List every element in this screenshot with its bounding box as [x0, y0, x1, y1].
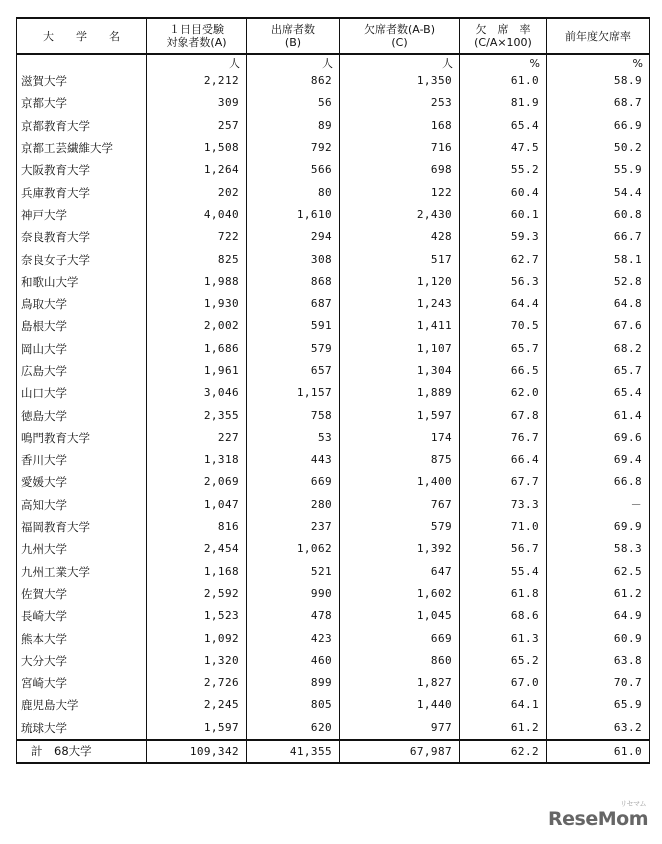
cell-prev-year-rate: 62.5: [547, 561, 650, 583]
cell-absentee-count: 253: [340, 92, 460, 114]
table-row: [17, 315, 650, 337]
cell-eligible-count: 722: [147, 226, 247, 248]
cell-eligible-count: 202: [147, 181, 247, 203]
table-row: [17, 181, 650, 203]
cell-attendee-count: 443: [247, 449, 340, 471]
cell-absence-rate: 71.0: [460, 516, 547, 538]
unit-cell: %: [460, 54, 547, 70]
table-row: [17, 717, 650, 740]
table-row: [17, 204, 650, 226]
total-eligible: 109,342: [147, 740, 247, 763]
header-eligible-line1: １日目受験: [169, 23, 224, 36]
cell-attendee-count: 620: [247, 717, 340, 740]
cell-university-name: 長崎大学: [17, 605, 147, 627]
cell-attendee-count: 805: [247, 694, 340, 716]
cell-eligible-count: 1,597: [147, 717, 247, 740]
cell-attendee-count: 1,062: [247, 538, 340, 560]
cell-absentee-count: 1,392: [340, 538, 460, 560]
cell-prev-year-rate: 63.2: [547, 717, 650, 740]
cell-attendee-count: 990: [247, 583, 340, 605]
cell-prev-year-rate: 65.9: [547, 694, 650, 716]
cell-absentee-count: 168: [340, 115, 460, 137]
cell-university-name: 岡山大学: [17, 338, 147, 360]
total-label: 計 68大学: [17, 740, 147, 763]
cell-prev-year-rate: 52.8: [547, 271, 650, 293]
cell-absence-rate: 64.4: [460, 293, 547, 315]
cell-university-name: 鳴門教育大学: [17, 427, 147, 449]
cell-absence-rate: 81.9: [460, 92, 547, 114]
unit-cell: 人: [340, 54, 460, 70]
cell-university-name: 香川大学: [17, 449, 147, 471]
cell-absentee-count: 1,350: [340, 70, 460, 92]
cell-prev-year-rate: －: [547, 494, 650, 516]
cell-eligible-count: 1,988: [147, 271, 247, 293]
cell-absence-rate: 67.8: [460, 404, 547, 426]
cell-eligible-count: 4,040: [147, 204, 247, 226]
cell-absentee-count: 1,827: [340, 672, 460, 694]
total-prev-year-rate: 61.0: [547, 740, 650, 763]
cell-university-name: 広島大学: [17, 360, 147, 382]
header-row: [17, 18, 650, 54]
table-row: [17, 561, 650, 583]
cell-absence-rate: 70.5: [460, 315, 547, 337]
cell-attendee-count: 294: [247, 226, 340, 248]
cell-prev-year-rate: 63.8: [547, 650, 650, 672]
cell-attendee-count: 237: [247, 516, 340, 538]
cell-absentee-count: 1,304: [340, 360, 460, 382]
cell-absentee-count: 174: [340, 427, 460, 449]
total-absentees: 67,987: [340, 740, 460, 763]
cell-eligible-count: 1,318: [147, 449, 247, 471]
table-row: [17, 494, 650, 516]
unit-cell: %: [547, 54, 650, 70]
watermark-text: ReseMom: [548, 808, 648, 830]
cell-absentee-count: 579: [340, 516, 460, 538]
cell-prev-year-rate: 67.6: [547, 315, 650, 337]
cell-prev-year-rate: 69.6: [547, 427, 650, 449]
header-eligible-line2: 対象者数(A): [166, 36, 227, 49]
cell-attendee-count: 579: [247, 338, 340, 360]
cell-absentee-count: 1,107: [340, 338, 460, 360]
cell-university-name: 福岡教育大学: [17, 516, 147, 538]
header-attendee-line1: 出席者数: [271, 23, 315, 36]
cell-absentee-count: 647: [340, 561, 460, 583]
header-absentee-line2: (C): [391, 36, 408, 49]
cell-absentee-count: 2,430: [340, 204, 460, 226]
cell-eligible-count: 2,726: [147, 672, 247, 694]
cell-attendee-count: 521: [247, 561, 340, 583]
cell-absence-rate: 61.3: [460, 627, 547, 649]
cell-eligible-count: 3,046: [147, 382, 247, 404]
cell-absentee-count: 860: [340, 650, 460, 672]
table-row: [17, 382, 650, 404]
cell-attendee-count: 80: [247, 181, 340, 203]
cell-absence-rate: 60.1: [460, 204, 547, 226]
cell-absentee-count: 767: [340, 494, 460, 516]
cell-eligible-count: 2,592: [147, 583, 247, 605]
cell-absentee-count: 1,400: [340, 471, 460, 493]
cell-university-name: 京都教育大学: [17, 115, 147, 137]
cell-attendee-count: 280: [247, 494, 340, 516]
table-row: [17, 538, 650, 560]
table-row: [17, 627, 650, 649]
table-row: [17, 248, 650, 270]
header-rate-line1: 欠 席 率: [475, 23, 531, 36]
cell-university-name: 京都大学: [17, 92, 147, 114]
cell-attendee-count: 591: [247, 315, 340, 337]
table-row: [17, 427, 650, 449]
header-attendee-line2: (B): [284, 36, 302, 49]
cell-university-name: 大阪教育大学: [17, 159, 147, 181]
cell-absentee-count: 875: [340, 449, 460, 471]
cell-prev-year-rate: 65.7: [547, 360, 650, 382]
cell-attendee-count: 669: [247, 471, 340, 493]
cell-prev-year-rate: 66.9: [547, 115, 650, 137]
cell-university-name: 山口大学: [17, 382, 147, 404]
cell-prev-year-rate: 61.2: [547, 583, 650, 605]
cell-eligible-count: 309: [147, 92, 247, 114]
cell-eligible-count: 2,002: [147, 315, 247, 337]
cell-absence-rate: 60.4: [460, 181, 547, 203]
cell-absentee-count: 977: [340, 717, 460, 740]
cell-attendee-count: 657: [247, 360, 340, 382]
header-absentee-count: [340, 18, 460, 54]
cell-university-name: 京都工芸繊維大学: [17, 137, 147, 159]
cell-eligible-count: 1,686: [147, 338, 247, 360]
cell-eligible-count: 2,454: [147, 538, 247, 560]
cell-eligible-count: 816: [147, 516, 247, 538]
table-row: [17, 650, 650, 672]
cell-absence-rate: 62.7: [460, 248, 547, 270]
cell-university-name: 奈良女子大学: [17, 248, 147, 270]
cell-prev-year-rate: 50.2: [547, 137, 650, 159]
table-row: [17, 338, 650, 360]
cell-university-name: 神戸大学: [17, 204, 147, 226]
cell-university-name: 愛媛大学: [17, 471, 147, 493]
cell-absence-rate: 56.7: [460, 538, 547, 560]
cell-absentee-count: 1,243: [340, 293, 460, 315]
cell-attendee-count: 862: [247, 70, 340, 92]
cell-eligible-count: 1,508: [147, 137, 247, 159]
cell-absentee-count: 1,045: [340, 605, 460, 627]
cell-absence-rate: 55.2: [460, 159, 547, 181]
cell-eligible-count: 825: [147, 248, 247, 270]
cell-absentee-count: 716: [340, 137, 460, 159]
cell-university-name: 高知大学: [17, 494, 147, 516]
cell-prev-year-rate: 58.3: [547, 538, 650, 560]
cell-eligible-count: 257: [147, 115, 247, 137]
cell-absence-rate: 68.6: [460, 605, 547, 627]
cell-prev-year-rate: 55.9: [547, 159, 650, 181]
cell-eligible-count: 1,047: [147, 494, 247, 516]
cell-eligible-count: 2,069: [147, 471, 247, 493]
cell-university-name: 和歌山大学: [17, 271, 147, 293]
table-row: [17, 70, 650, 92]
header-eligible-count: [147, 18, 247, 54]
cell-attendee-count: 899: [247, 672, 340, 694]
cell-attendee-count: 478: [247, 605, 340, 627]
table-row: [17, 159, 650, 181]
cell-prev-year-rate: 64.9: [547, 605, 650, 627]
cell-university-name: 徳島大学: [17, 404, 147, 426]
cell-prev-year-rate: 58.1: [547, 248, 650, 270]
cell-university-name: 鹿児島大学: [17, 694, 147, 716]
cell-eligible-count: 2,212: [147, 70, 247, 92]
cell-prev-year-rate: 65.4: [547, 382, 650, 404]
absence-table: [16, 17, 650, 764]
cell-prev-year-rate: 54.4: [547, 181, 650, 203]
cell-absence-rate: 61.2: [460, 717, 547, 740]
cell-eligible-count: 1,168: [147, 561, 247, 583]
cell-attendee-count: 758: [247, 404, 340, 426]
cell-absence-rate: 56.3: [460, 271, 547, 293]
header-absence-rate: [460, 18, 547, 54]
cell-absentee-count: 1,120: [340, 271, 460, 293]
table-row: [17, 516, 650, 538]
table-row: [17, 404, 650, 426]
cell-absence-rate: 76.7: [460, 427, 547, 449]
cell-prev-year-rate: 68.2: [547, 338, 650, 360]
cell-attendee-count: 566: [247, 159, 340, 181]
cell-eligible-count: 1,264: [147, 159, 247, 181]
table-row: [17, 694, 650, 716]
cell-absentee-count: 698: [340, 159, 460, 181]
unit-cell: 人: [247, 54, 340, 70]
cell-absence-rate: 66.4: [460, 449, 547, 471]
cell-attendee-count: 792: [247, 137, 340, 159]
total-row: [17, 740, 650, 763]
cell-absentee-count: 428: [340, 226, 460, 248]
cell-absence-rate: 61.0: [460, 70, 547, 92]
cell-absence-rate: 62.0: [460, 382, 547, 404]
cell-absentee-count: 1,602: [340, 583, 460, 605]
table-row: [17, 583, 650, 605]
cell-absentee-count: 1,597: [340, 404, 460, 426]
cell-eligible-count: 1,961: [147, 360, 247, 382]
header-rate-line2: (C/A×100): [474, 36, 532, 49]
table-row: [17, 293, 650, 315]
cell-prev-year-rate: 66.7: [547, 226, 650, 248]
cell-absence-rate: 65.2: [460, 650, 547, 672]
cell-prev-year-rate: 58.9: [547, 70, 650, 92]
cell-prev-year-rate: 60.8: [547, 204, 650, 226]
unit-cell: 人: [147, 54, 247, 70]
total-absence-rate: 62.2: [460, 740, 547, 763]
cell-absence-rate: 59.3: [460, 226, 547, 248]
table-row: [17, 115, 650, 137]
cell-prev-year-rate: 66.8: [547, 471, 650, 493]
cell-absentee-count: 122: [340, 181, 460, 203]
cell-university-name: 兵庫教育大学: [17, 181, 147, 203]
cell-absence-rate: 55.4: [460, 561, 547, 583]
cell-university-name: 島根大学: [17, 315, 147, 337]
cell-attendee-count: 460: [247, 650, 340, 672]
cell-prev-year-rate: 61.4: [547, 404, 650, 426]
cell-eligible-count: 2,355: [147, 404, 247, 426]
cell-eligible-count: 2,245: [147, 694, 247, 716]
watermark-small-text: リセマム: [620, 800, 646, 808]
table-row: [17, 449, 650, 471]
units-row: [17, 54, 650, 70]
total-attendees: 41,355: [247, 740, 340, 763]
cell-prev-year-rate: 69.4: [547, 449, 650, 471]
cell-university-name: 滋賀大学: [17, 70, 147, 92]
cell-absence-rate: 67.0: [460, 672, 547, 694]
table-row: [17, 271, 650, 293]
cell-prev-year-rate: 69.9: [547, 516, 650, 538]
header-absentee-line1: 欠席者数(A-B): [364, 23, 435, 36]
cell-university-name: 奈良教育大学: [17, 226, 147, 248]
resemom-watermark-logo: [548, 800, 648, 830]
cell-university-name: 宮崎大学: [17, 672, 147, 694]
cell-prev-year-rate: 70.7: [547, 672, 650, 694]
cell-university-name: 九州工業大学: [17, 561, 147, 583]
cell-eligible-count: 1,092: [147, 627, 247, 649]
cell-absence-rate: 64.1: [460, 694, 547, 716]
cell-prev-year-rate: 68.7: [547, 92, 650, 114]
cell-attendee-count: 1,610: [247, 204, 340, 226]
table-row: [17, 360, 650, 382]
cell-absence-rate: 67.7: [460, 471, 547, 493]
cell-attendee-count: 1,157: [247, 382, 340, 404]
cell-university-name: 佐賀大学: [17, 583, 147, 605]
cell-attendee-count: 308: [247, 248, 340, 270]
cell-attendee-count: 89: [247, 115, 340, 137]
cell-university-name: 琉球大学: [17, 717, 147, 740]
cell-absence-rate: 65.7: [460, 338, 547, 360]
cell-absence-rate: 47.5: [460, 137, 547, 159]
table-row: [17, 605, 650, 627]
cell-absentee-count: 517: [340, 248, 460, 270]
cell-attendee-count: 53: [247, 427, 340, 449]
table-row: [17, 226, 650, 248]
cell-absentee-count: 1,440: [340, 694, 460, 716]
header-attendee-count: [247, 18, 340, 54]
cell-absence-rate: 65.4: [460, 115, 547, 137]
cell-university-name: 九州大学: [17, 538, 147, 560]
unit-cell: [17, 54, 147, 70]
cell-absence-rate: 66.5: [460, 360, 547, 382]
cell-attendee-count: 423: [247, 627, 340, 649]
cell-university-name: 熊本大学: [17, 627, 147, 649]
header-university-name: 大 学 名: [17, 18, 147, 54]
cell-prev-year-rate: 60.9: [547, 627, 650, 649]
cell-absence-rate: 61.8: [460, 583, 547, 605]
table-row: [17, 137, 650, 159]
cell-prev-year-rate: 64.8: [547, 293, 650, 315]
cell-absence-rate: 73.3: [460, 494, 547, 516]
cell-university-name: 大分大学: [17, 650, 147, 672]
cell-attendee-count: 56: [247, 92, 340, 114]
cell-absentee-count: 669: [340, 627, 460, 649]
cell-attendee-count: 687: [247, 293, 340, 315]
cell-university-name: 鳥取大学: [17, 293, 147, 315]
cell-eligible-count: 1,523: [147, 605, 247, 627]
cell-absentee-count: 1,411: [340, 315, 460, 337]
cell-eligible-count: 1,320: [147, 650, 247, 672]
cell-eligible-count: 1,930: [147, 293, 247, 315]
cell-attendee-count: 868: [247, 271, 340, 293]
table-row: [17, 471, 650, 493]
cell-eligible-count: 227: [147, 427, 247, 449]
cell-absentee-count: 1,889: [340, 382, 460, 404]
header-prev-year-rate: 前年度欠席率: [547, 18, 650, 54]
table-row: [17, 672, 650, 694]
table-row: [17, 92, 650, 114]
